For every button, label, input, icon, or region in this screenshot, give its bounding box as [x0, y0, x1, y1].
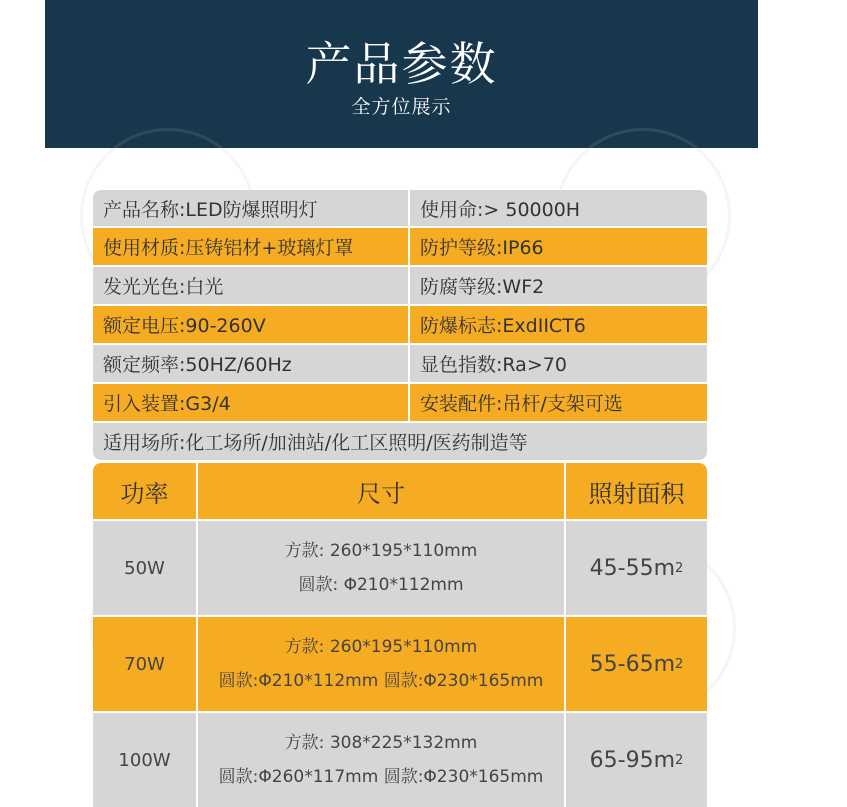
spec-row [93, 421, 707, 460]
area-cell [566, 617, 707, 711]
spec-cell: 产品名称:LED防爆照明灯 [93, 190, 410, 226]
table-row [93, 519, 707, 615]
spec-cell: 发光光色:白光 [93, 267, 410, 304]
size-line: 方款: 260*195*110mm [284, 541, 478, 561]
area-value: 45-55m [589, 555, 676, 581]
spec-row [93, 343, 707, 382]
spec-row [93, 382, 707, 421]
column-header: 功率 [120, 479, 169, 508]
size-cell [196, 713, 566, 807]
size-cell [196, 617, 566, 711]
spec-cell: 额定频率:50HZ/60Hz [93, 345, 410, 382]
area-exponent: 2 [675, 656, 684, 672]
spec-cell: 防腐等级:WF2 [410, 267, 707, 304]
size-line: 圆款:Φ210*112mm 圆款:Φ230*165mm [218, 671, 544, 691]
spec-cell: 防爆标志:ExdIICT6 [410, 306, 707, 343]
power-cell: 50W [124, 557, 165, 579]
size-line: 方款: 308*225*132mm [284, 733, 478, 753]
column-header: 照射面积 [588, 479, 685, 508]
area-exponent: 2 [675, 560, 684, 576]
power-cell: 100W [118, 749, 171, 771]
table-row [93, 615, 707, 711]
spec-row [93, 265, 707, 304]
size-line: 圆款:Φ260*117mm 圆款:Φ230*165mm [218, 767, 544, 787]
spec-row [93, 190, 707, 226]
spec-row [93, 304, 707, 343]
spec-cell: 安装配件:吊杆/支架可选 [410, 384, 707, 421]
spec-row [93, 226, 707, 265]
table-header-row [93, 463, 707, 519]
area-cell [566, 521, 707, 615]
banner-header [45, 0, 758, 148]
area-value: 65-95m [589, 747, 676, 773]
area-exponent: 2 [675, 752, 684, 768]
size-line: 圆款: Φ210*112mm [298, 575, 464, 595]
spec-cell: 防护等级:IP66 [410, 228, 707, 265]
spec-cell: 使用材质:压铸铝材+玻璃灯罩 [93, 228, 410, 265]
spec-cell: 适用场所:化工场所/加油站/化工区照明/医药制造等 [93, 423, 707, 460]
table-row [93, 711, 707, 807]
power-table [93, 463, 707, 807]
spec-cell: 使用命:> 50000H [410, 190, 707, 226]
spec-table [93, 190, 707, 460]
area-value: 55-65m [589, 651, 676, 677]
size-cell [196, 521, 566, 615]
page-subtitle: 全方位展示 [351, 96, 452, 118]
area-cell [566, 713, 707, 807]
column-header: 尺寸 [196, 463, 566, 519]
spec-cell: 引入装置:G3/4 [93, 384, 410, 421]
power-cell: 70W [124, 653, 165, 675]
page-title: 产品参数 [305, 37, 498, 91]
spec-cell: 额定电压:90-260V [93, 306, 410, 343]
size-line: 方款: 260*195*110mm [284, 637, 478, 657]
spec-cell: 显色指数:Ra>70 [410, 345, 707, 382]
